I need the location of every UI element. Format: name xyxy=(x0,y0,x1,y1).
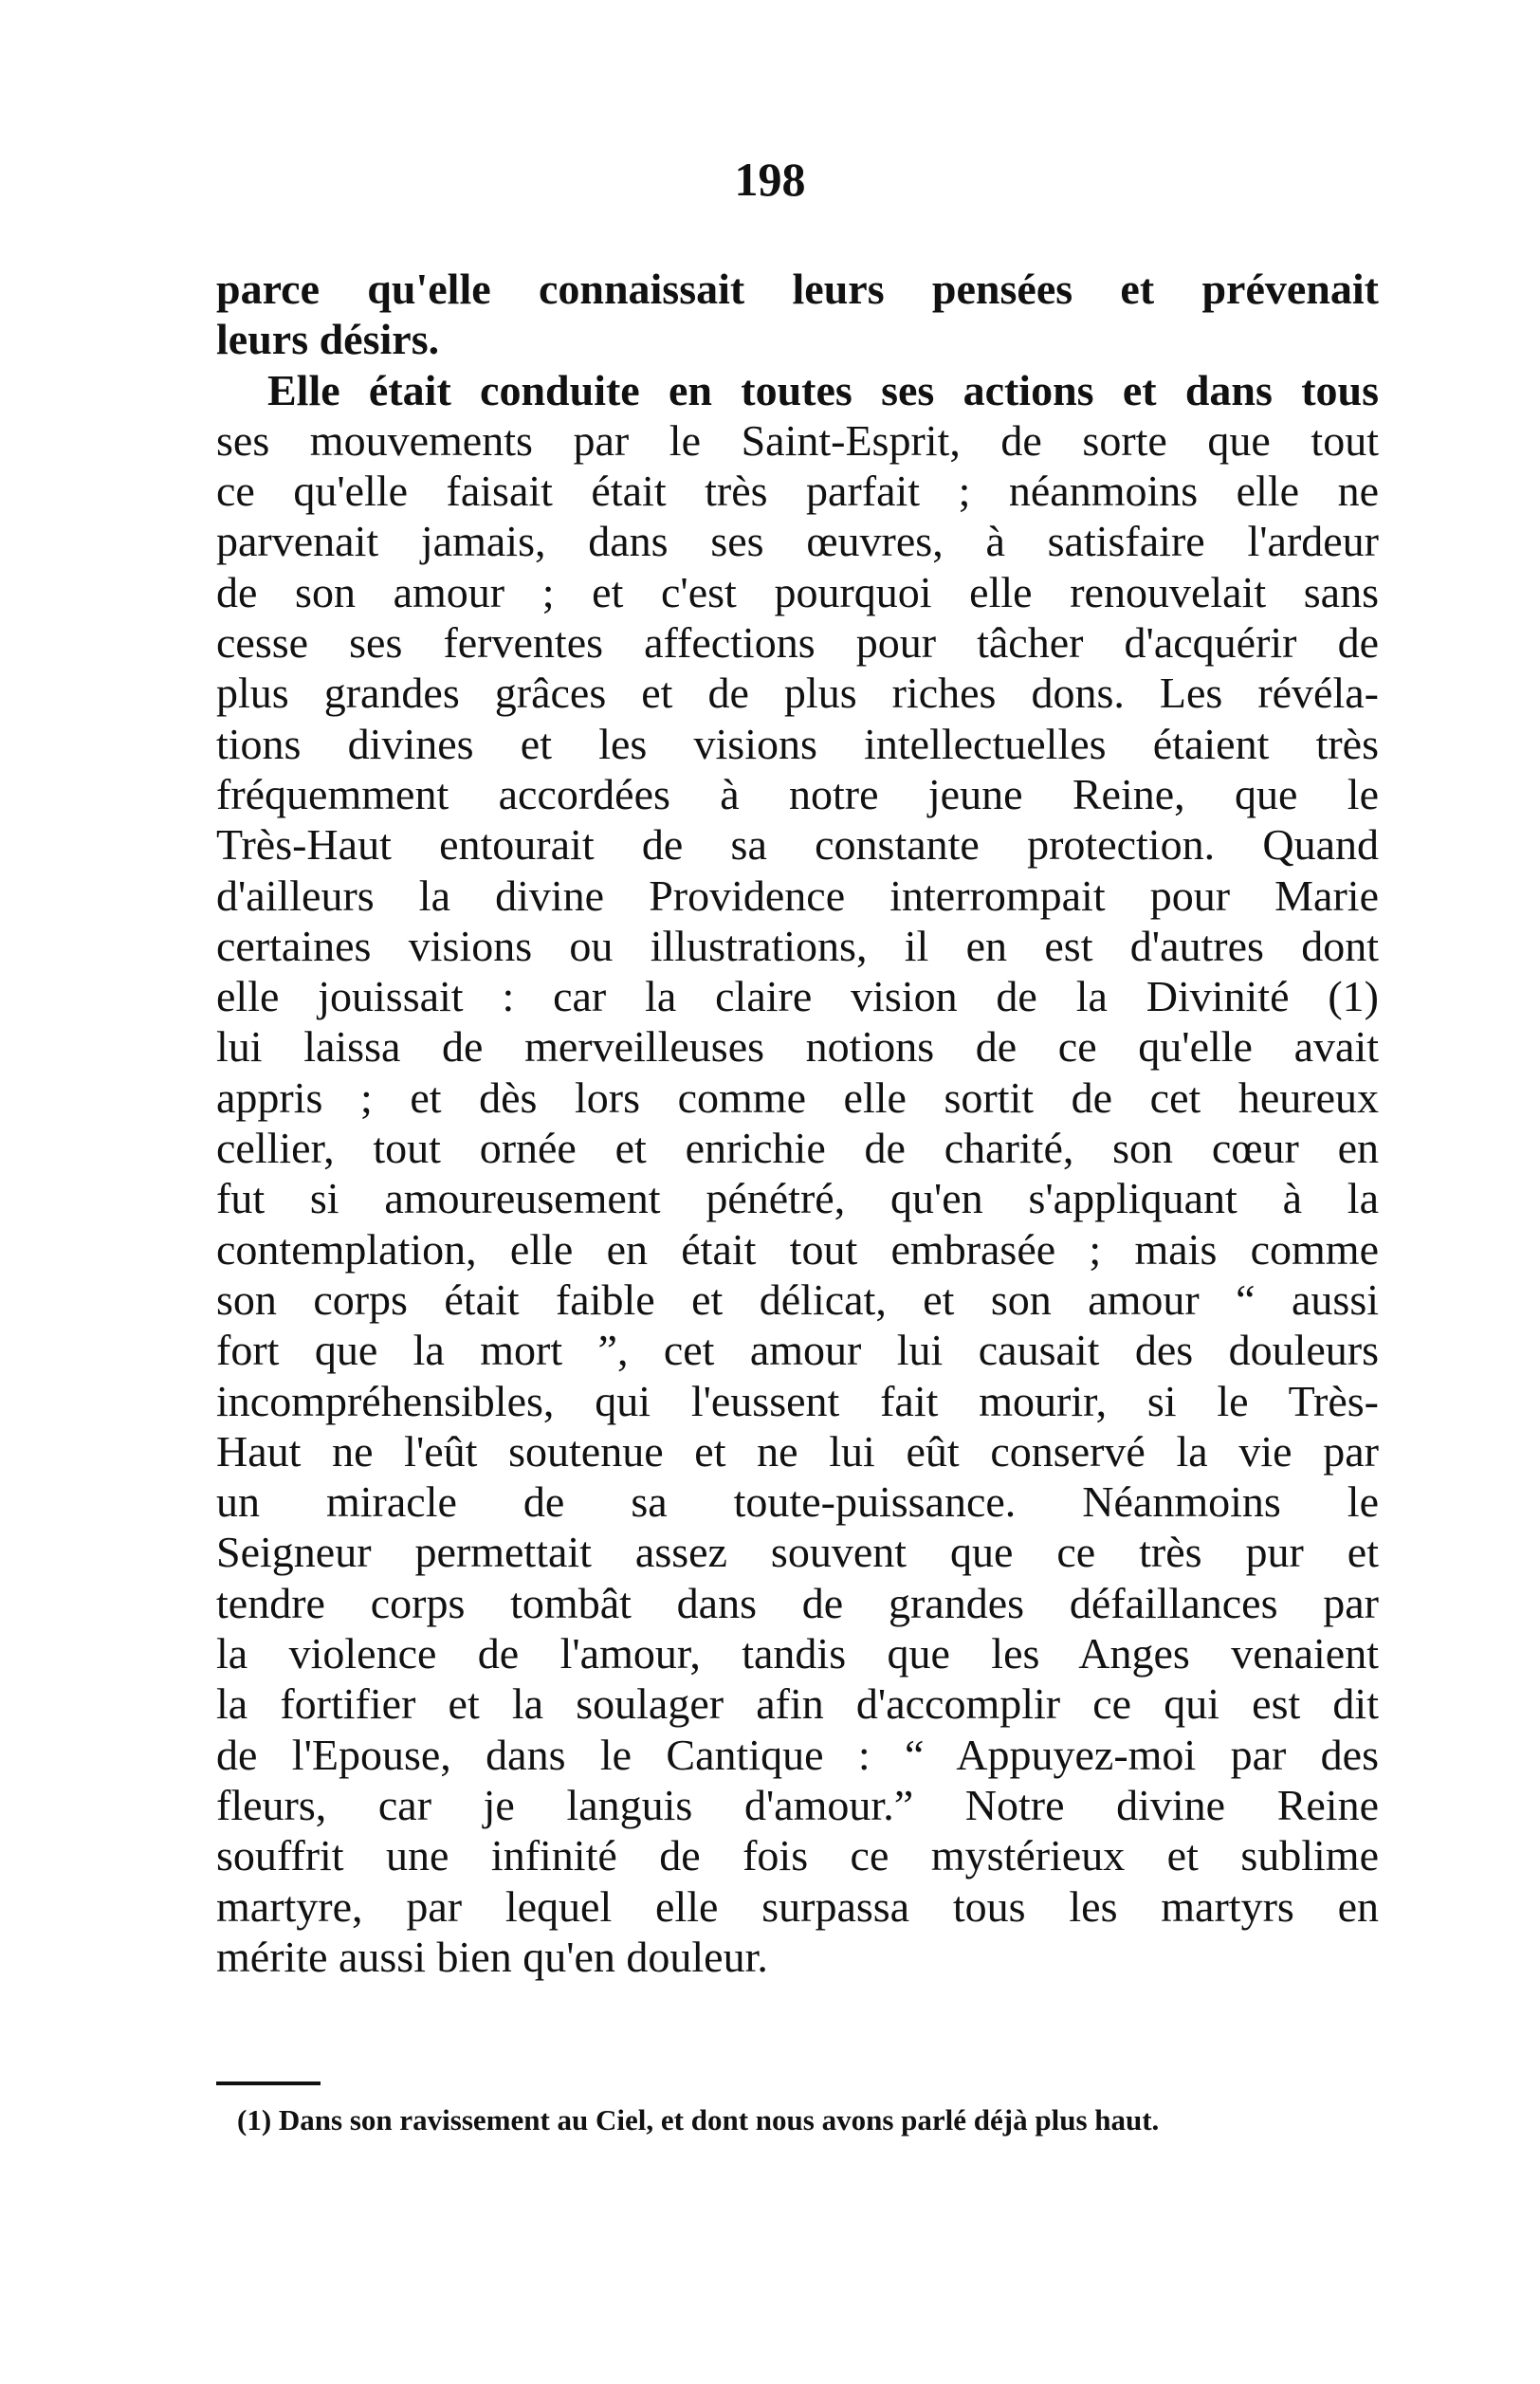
text-line: ses mouvements par le Saint-Esprit, de sorte que tout xyxy=(216,415,1379,465)
text-line: fréquemment accordées à notre jeune Reine, que le xyxy=(216,769,1379,818)
text-line: Elle était conduite en toutes ses actions et dans tous xyxy=(267,365,1379,414)
text-line: mérite aussi bien qu'en douleur. xyxy=(216,1932,768,1981)
text-line: son corps était faible et délicat, et son amour “ aussi xyxy=(216,1275,1379,1324)
text-line: d'ailleurs la divine Providence interrompait pour Marie xyxy=(216,871,1379,920)
text-line: de l'Epouse, dans le Cantique : “ Appuyez-moi par des xyxy=(216,1730,1379,1779)
text-line: contemplation, elle en était tout embrasée ; mais comme xyxy=(216,1224,1379,1274)
text-line: un miracle de sa toute-puissance. Néanmoins le xyxy=(216,1477,1379,1527)
text-line: martyre, par lequel elle surpassa tous les martyrs en xyxy=(216,1881,1379,1931)
text-line: cesse ses ferventes affections pour tâcher d'acquérir de xyxy=(216,618,1379,668)
text-line: fort que la mort ”, cet amour lui causait des douleurs xyxy=(216,1326,1379,1375)
text-line: Seigneur permettait assez souvent que ce très pur et xyxy=(216,1528,1379,1577)
footnote: (1) Dans son ravissement au Ciel, et dont nous avons parlé déjà plus haut. xyxy=(237,2103,1160,2136)
text-line: plus grandes grâces et de plus riches dons. Les révéla- xyxy=(216,669,1379,718)
text-line: ce qu'elle faisait était très parfait ; néanmoins elle ne xyxy=(216,467,1379,516)
body-text xyxy=(216,264,1379,1982)
text-line: incompréhensibles, qui l'eussent fait mourir, si le Très- xyxy=(216,1376,1379,1425)
text-line: parvenait jamais, dans ses œuvres, à satisfaire l'ardeur xyxy=(216,517,1379,566)
text-line: parce qu'elle connaissait leurs pensées et prévenait xyxy=(216,265,1379,313)
text-line: lui laissa de merveilleuses notions de ce qu'elle avait xyxy=(216,1022,1379,1072)
text-line: Haut ne l'eût soutenue et ne lui eût conservé la vie par xyxy=(216,1426,1379,1476)
text-line: tions divines et les visions intellectuelles étaient très xyxy=(216,719,1379,768)
text-line: souffrit une infinité de fois ce mystérieux et sublime xyxy=(216,1831,1379,1880)
text-line: Très-Haut entourait de sa constante protection. Quand xyxy=(216,820,1379,870)
text-line: la violence de l'amour, tandis que les Anges venaient xyxy=(216,1629,1379,1678)
text-line: fleurs, car je languis d'amour.” Notre divine Reine xyxy=(216,1780,1379,1829)
text-line: elle jouissait : car la claire vision de la Divinité (1) xyxy=(216,972,1379,1021)
text-line: appris ; et dès lors comme elle sortit de cet heureux xyxy=(216,1073,1379,1122)
text-line: certaines visions ou illustrations, il en est d'autres dont xyxy=(216,921,1379,970)
footnote-divider xyxy=(216,2081,321,2085)
text-line: cellier, tout ornée et enrichie de charité, son cœur en xyxy=(216,1124,1379,1173)
text-line: la fortifier et la soulager afin d'accomplir ce qui est dit xyxy=(216,1679,1379,1729)
text-line: de son amour ; et c'est pourquoi elle renouvelait sans xyxy=(216,567,1379,616)
text-line: leurs désirs. xyxy=(216,315,440,364)
text-line: fut si amoureusement pénétré, qu'en s'appliquant à la xyxy=(216,1174,1379,1223)
text-line: tendre corps tombât dans de grandes défaillances par xyxy=(216,1578,1379,1627)
page-number: 198 xyxy=(734,153,806,206)
